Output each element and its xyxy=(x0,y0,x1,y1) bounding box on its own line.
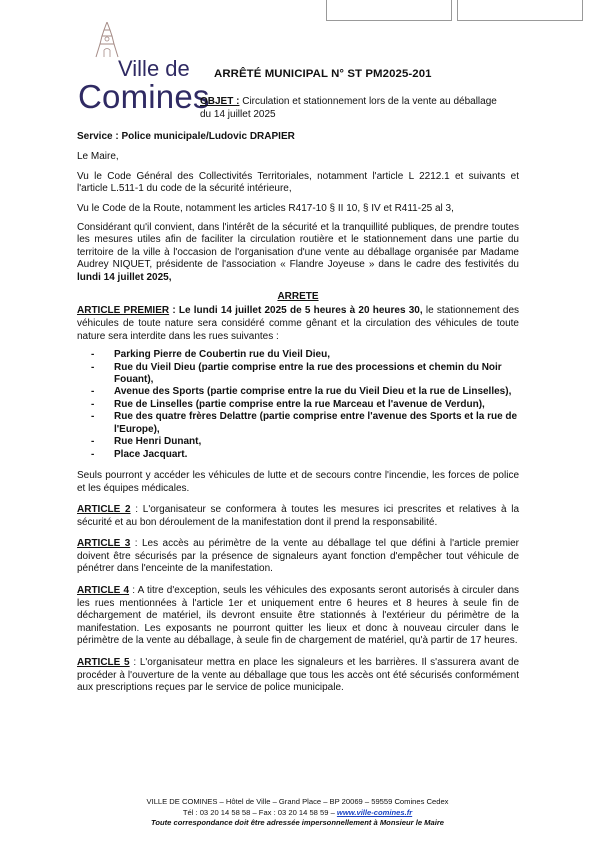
footer-note: Toute correspondance doit être adressée impersonnellement à Monsieur le Maire xyxy=(150,818,444,827)
objet-label: OBJET : xyxy=(200,96,240,107)
considerant-paragraph xyxy=(77,222,519,284)
list-item: - Rue de Linselles (partie comprise entre la rue Marceau et l'avenue de Verdun), xyxy=(91,398,485,410)
service-line: Service : Police municipale/Ludovic DRAPIER xyxy=(77,131,295,142)
footer-phone-fax: Tél : 03 20 14 58 58 – Fax : 03 20 14 58 59 – xyxy=(182,807,337,817)
objet-paragraph xyxy=(200,95,500,121)
article-5-label: ARTICLE 5 xyxy=(77,657,130,669)
article-premier-paragraph xyxy=(77,305,519,343)
reference-box-right xyxy=(457,0,583,21)
list-item: - Rue du Vieil Dieu (partie comprise entre la rue des processions et chemin du Noir Fouant), xyxy=(91,361,502,386)
article-premier-text: le stationnement des véhicules de toute nature sera considéré comme gênant et la circulation des véhicules de toute nature sera interdite dans les rues suivantes : xyxy=(77,305,520,342)
street-name: Rue des quatre frères Delattre (partie comprise entre l'avenue des Sports et la rue de l'Europe), xyxy=(114,411,518,435)
vu-code-route-paragraph: Vu le Code de la Route, notamment les articles R417-10 § II 10, § IV et R411-25 al 3, xyxy=(77,202,454,214)
considerant-text: Considérant qu'il convient, dans l'intérêt de la sécurité et la tranquillité publiques, de prendre toutes les mesures utiles afin de faciliter la circulation routière et le stationnement dans une partie du territoire de la ville à l'occasion de l'organisation d'une vente au déballage organisée par Madame Audrey NIQUET, présidente de l'association « Flandre Joyeuse » dans le cadre des festivités du xyxy=(77,222,519,271)
church-tower-icon xyxy=(90,22,124,58)
ville-de-comines-logo xyxy=(78,22,210,115)
document-body xyxy=(77,131,519,704)
list-item: - Avenue des Sports (partie comprise entre la rue du Vieil Dieu et la rue de Linselles), xyxy=(91,386,512,398)
article-4-label: ARTICLE 4 xyxy=(77,585,130,597)
article-2-paragraph xyxy=(77,504,519,529)
article-5-text: : L'organisateur mettra en place les signaleurs et les barrières. Il s'assurera avant de procéder à l'ouverture de la vente au déballage que tous les accès ont été sécurisés conformément aux prescriptions reçues par le service de police municipale. xyxy=(77,657,520,694)
footer-contact xyxy=(0,808,595,819)
article-3-label: ARTICLE 3 xyxy=(77,538,131,550)
footer-address: VILLE DE COMINES – Hôtel de Ville – Grand Place – BP 20069 – 59559 Comines Cedex xyxy=(146,797,449,806)
street-name: Avenue des Sports (partie comprise entre la rue du Vieil Dieu et la rue de Linselles), xyxy=(114,386,512,398)
list-item: - Rue des quatre frères Delattre (partie comprise entre l'avenue des Sports et la rue de l'Europe), xyxy=(91,411,518,435)
objet-text: Circulation et stationnement lors de la vente au déballage du 14 juillet 2025 xyxy=(200,96,497,120)
article-3-text: : Les accès au périmètre de la vente au déballage tel que défini à l'article premier doivent être sécurisés par la présence de signaleurs ayant fonction d'empêcher tout véhicule de pénétrer dans l'enceinte de la manifestation. xyxy=(77,538,520,575)
considerant-date: lundi 14 juillet 2025, xyxy=(77,271,172,283)
list-item: - Place Jacquart. xyxy=(91,448,188,460)
street-name: Rue du Vieil Dieu (partie comprise entre la rue des processions et chemin du Noir Fouant), xyxy=(114,361,502,386)
list-item: - Rue Henri Dunant, xyxy=(91,436,202,448)
reference-box-left xyxy=(326,0,452,21)
article-5-paragraph xyxy=(77,657,519,695)
arrete-heading: ARRETE xyxy=(277,291,319,303)
le-maire-line: Le Maire, xyxy=(77,151,119,163)
page-footer xyxy=(0,797,595,829)
street-name: Rue de Linselles (partie comprise entre la rue Marceau et l'avenue de Verdun), xyxy=(114,398,485,410)
article-3-paragraph xyxy=(77,538,519,576)
list-item: - Parking Pierre de Coubertin rue du Vieil Dieu, xyxy=(91,349,330,361)
page-title: ARRÊTÉ MUNICIPAL N° ST PM2025-201 xyxy=(214,68,432,80)
website-link[interactable]: www.ville-comines.fr xyxy=(336,807,413,817)
article-2-text: : L'organisateur se conformera à toutes les mesures ici prescrites et relatives à la sécurité et au bon déroulement de la manifestation dont il prend la responsabilité. xyxy=(77,504,519,528)
article-2-label: ARTICLE 2 xyxy=(77,504,131,516)
article-premier-label: ARTICLE PREMIER xyxy=(77,305,170,317)
article-premier-intro: : Le lundi 14 juillet 2025 de 5 heures à 20 heures 30, xyxy=(169,305,423,317)
logo-text-ville-de: Ville de xyxy=(118,56,190,81)
street-list xyxy=(77,349,519,461)
logo-text-comines: Comines xyxy=(78,78,210,115)
article-4-paragraph xyxy=(77,585,519,648)
vu-cgct-paragraph: Vu le Code Général des Collectivités Territoriales, notamment l'article L 2212.1 et suivants et l'article L.511-1 du code de la sécurité intérieure, xyxy=(77,170,519,195)
secours-paragraph: Seuls pourront y accéder les véhicules de lutte et de secours contre l'incendie, les forces de police et les équipes médicales. xyxy=(77,469,519,494)
street-name: Place Jacquart. xyxy=(114,448,188,460)
street-name: Parking Pierre de Coubertin rue du Vieil Dieu, xyxy=(114,349,330,361)
street-name: Rue Henri Dunant, xyxy=(114,436,202,448)
article-4-text: : A titre d'exception, seuls les véhicules des exposants seront autorisés à circuler dans les rues mentionnées à l'article 1er et uniquement entre 6 heures et 8 heures à seule fin de déchargement de matériel, ils devront ensuite être stationnés à l'extérieur du périmètre de la manifestation. Les exposants ne pourront quitter les lieux et donc à nouveau circuler dans le périmètre de la vente au déballage, à seule fin de chargement de matériel, qu'à partir de 17 heures. xyxy=(77,585,519,647)
